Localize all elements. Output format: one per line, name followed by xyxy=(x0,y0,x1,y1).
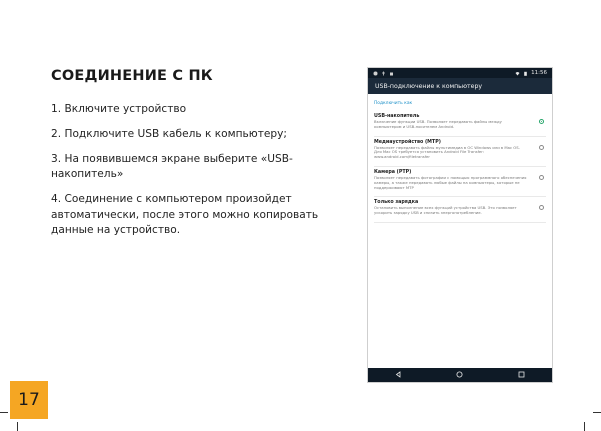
step-4: 4. Соединение с компьютером произойдет автоматически, после этого можно копировать данные на устройство. xyxy=(51,193,319,236)
option-description: Остановить выполнение всех функций устройства USB. Это позволяет ускорить зарядку USB и снизить энергопотребление. xyxy=(374,205,517,216)
crop-mark xyxy=(0,412,8,413)
option-description: Позволяет передавать файлы мультимедиа в ОС Windows или в Mac OS. Для Mac OS требуется установить Android File Transfer: www.android.com/filetransfer xyxy=(374,144,520,160)
option-title: Только зарядка xyxy=(374,200,419,206)
crop-mark xyxy=(17,422,18,431)
usb-options-list xyxy=(368,94,552,223)
app-bar-title: USB-подключение к компьютеру xyxy=(375,82,483,90)
step-1: 1. Включите устройство xyxy=(51,103,187,115)
radio-button[interactable] xyxy=(539,145,544,150)
navigation-bar xyxy=(368,368,552,382)
option-description: Позволяет передавать фотографии с помощью программного обеспечения камеры, а также передавать любые файлы на компьютеры, которые не поддерживают MTP xyxy=(374,174,527,190)
option-title: Камера (PTP) xyxy=(374,169,412,175)
status-bar xyxy=(368,68,552,78)
option-title: Медиаустройство (MTP) xyxy=(374,139,441,145)
phone-screenshot xyxy=(367,67,553,383)
step-3: 3. На появившемся экране выберите «USB-накопитель» xyxy=(51,153,293,180)
option-usb-storage[interactable] xyxy=(374,111,546,137)
step-2: 2. Подключите USB кабель к компьютеру; xyxy=(51,128,287,140)
back-icon[interactable] xyxy=(395,371,402,380)
section-label: Подключить как xyxy=(374,101,413,106)
status-time: 11:56 xyxy=(531,70,547,76)
instruction-steps xyxy=(51,102,361,249)
page-number: 17 xyxy=(18,390,40,410)
option-description: Включение функции USB. Позволяет передавать файлы между компьютером и USB-носителем Android. xyxy=(374,119,502,129)
radio-button[interactable] xyxy=(539,175,544,180)
notification-icon xyxy=(373,71,378,76)
app-bar xyxy=(368,78,552,94)
radio-button[interactable] xyxy=(539,205,544,210)
page-title: СОЕДИНЕНИЕ С ПК xyxy=(51,68,213,84)
battery-icon xyxy=(523,71,528,76)
radio-button-selected[interactable] xyxy=(539,119,544,124)
option-title: USB-накопитель xyxy=(374,114,420,119)
option-ptp[interactable] xyxy=(374,167,546,197)
wifi-icon xyxy=(515,71,520,76)
option-mtp[interactable] xyxy=(374,137,546,167)
home-icon[interactable] xyxy=(456,371,463,380)
option-charge-only[interactable] xyxy=(374,197,546,223)
android-icon xyxy=(389,71,394,76)
recents-icon[interactable] xyxy=(518,371,525,380)
crop-mark xyxy=(593,412,601,413)
usb-icon xyxy=(381,71,386,76)
crop-mark xyxy=(584,422,585,431)
